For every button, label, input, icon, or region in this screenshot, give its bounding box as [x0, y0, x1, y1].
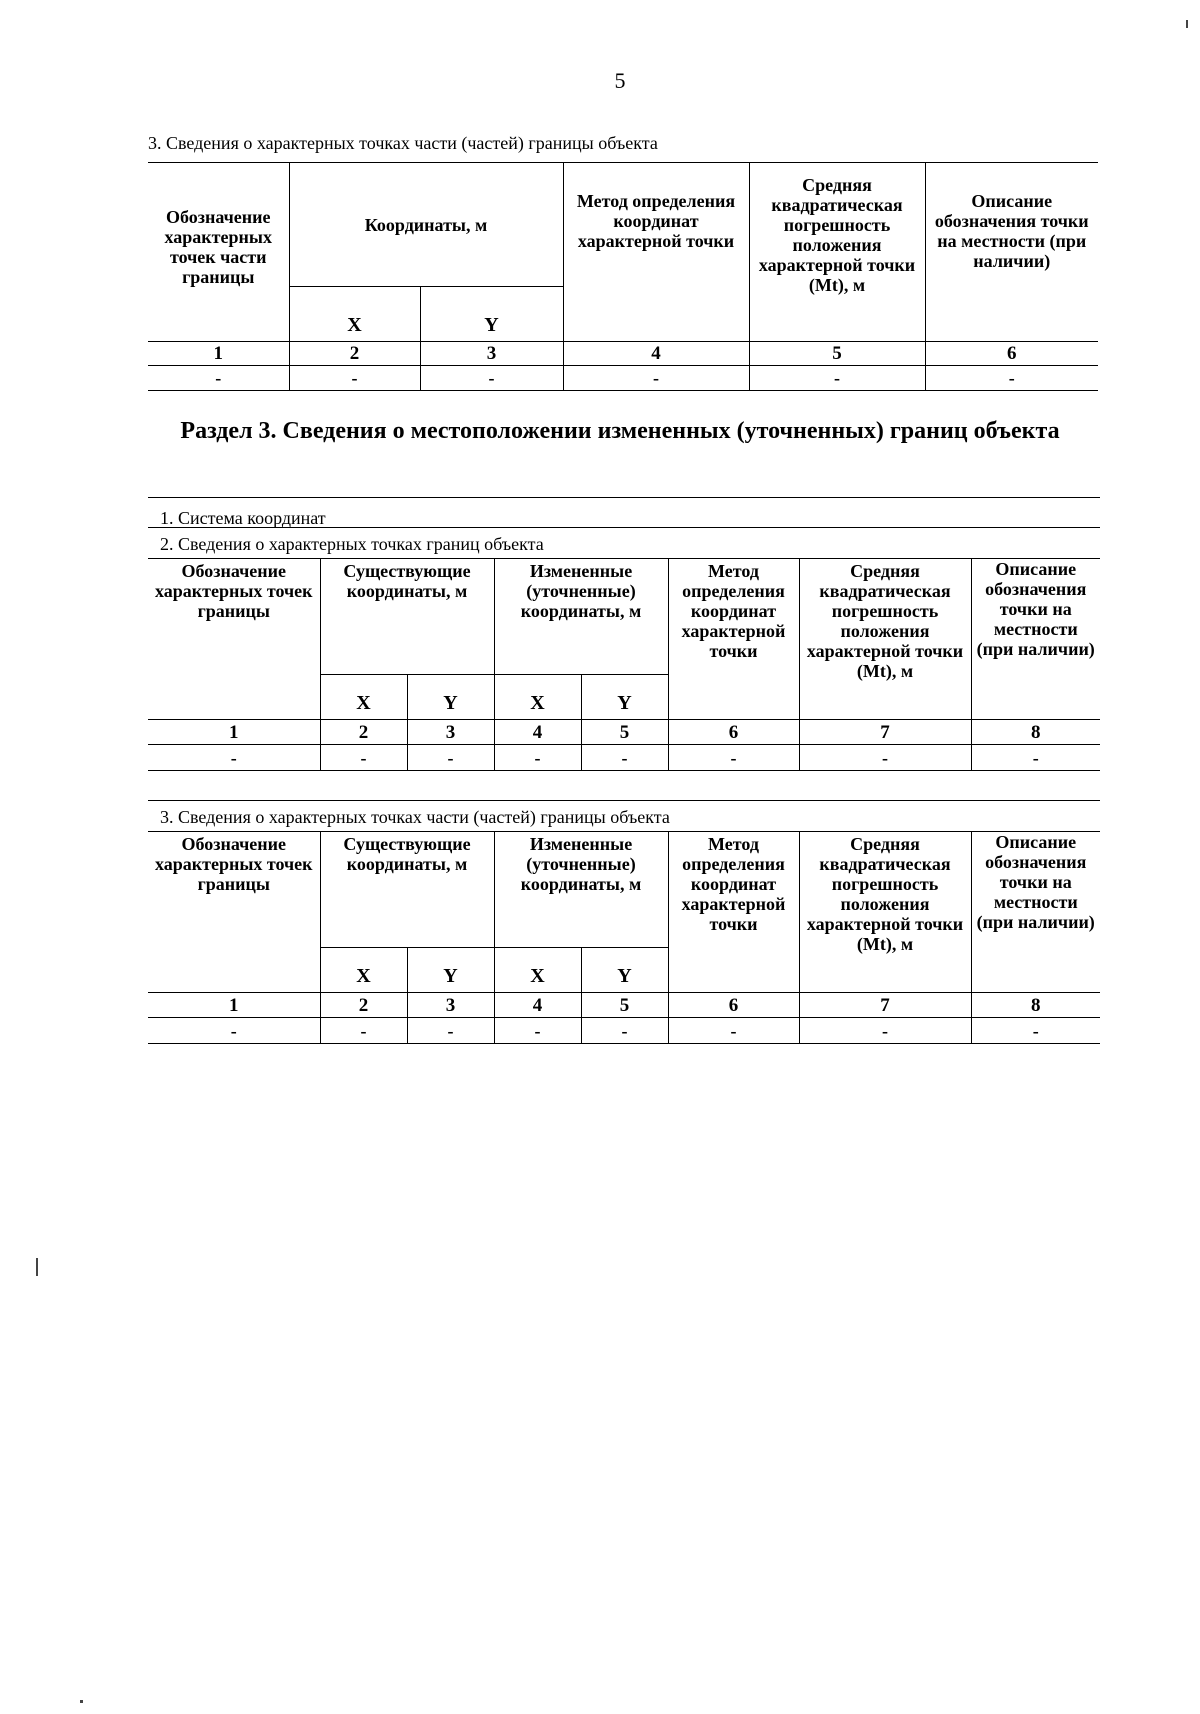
table-row: [148, 1018, 1100, 1044]
header-changed-x: X: [494, 948, 581, 993]
column-number: 6: [668, 993, 799, 1018]
table-cell: -: [420, 366, 563, 391]
table-cell: -: [407, 1018, 494, 1044]
header-coordinates: Координаты, м: [289, 163, 563, 287]
header-y: Y: [420, 287, 563, 342]
column-number: 4: [494, 993, 581, 1018]
header-changed-y: Y: [581, 948, 668, 993]
header-changed-coordinates: Измененные (уточненные) координаты, м: [494, 559, 668, 675]
scan-speck: [80, 1700, 83, 1703]
part-table-caption: 3. Сведения о характерных точках части (частей) границы объекта: [148, 133, 658, 153]
column-number: 5: [749, 342, 925, 366]
column-number: 5: [581, 720, 668, 745]
divider-line: [148, 527, 1100, 528]
page-number: 5: [614, 68, 626, 93]
table-cell: -: [749, 366, 925, 391]
column-number: 1: [148, 993, 320, 1018]
table-cell: -: [668, 1018, 799, 1044]
table-cell: -: [563, 366, 749, 391]
column-number: 2: [289, 342, 420, 366]
table-cell: -: [799, 745, 971, 771]
table-row: [148, 366, 1098, 391]
column-number: 8: [971, 720, 1100, 745]
column-number: 8: [971, 993, 1100, 1018]
header-description: Описание обозначения точки на местности (при наличии): [971, 559, 1100, 720]
header-error: Средняя квадратическая погрешность положения характерной точки (Mt), м: [799, 832, 971, 993]
header-existing-x: X: [320, 948, 407, 993]
scan-speck: [1186, 20, 1188, 28]
column-number: 7: [799, 720, 971, 745]
table-cell: -: [925, 366, 1098, 391]
table-cell: -: [581, 1018, 668, 1044]
table-cell: -: [668, 745, 799, 771]
divider-line: [148, 800, 1100, 801]
table-cell: -: [799, 1018, 971, 1044]
header-changed-x: X: [494, 675, 581, 720]
header-existing-y: Y: [407, 948, 494, 993]
table-cell: -: [407, 745, 494, 771]
header-point-designation: Обозначение характерных точек границы: [148, 559, 320, 720]
column-number: 7: [799, 993, 971, 1018]
table-cell: -: [581, 745, 668, 771]
changed-part-table-caption: 3. Сведения о характерных точках части (частей) границы объекта: [160, 807, 670, 827]
table-cell: -: [494, 745, 581, 771]
header-error: Средняя квадратическая погрешность положения характерной точки (Mt), м: [799, 559, 971, 720]
boundary-table-caption: 2. Сведения о характерных точках границ объекта: [160, 534, 544, 554]
header-method: Метод определения координат характерной точки: [668, 832, 799, 993]
table-cell: -: [148, 745, 320, 771]
header-existing-x: X: [320, 675, 407, 720]
header-description: Описание обозначения точки на местности (при наличии): [971, 832, 1100, 993]
header-changed-coordinates: Измененные (уточненные) координаты, м: [494, 832, 668, 948]
header-method: Метод определения координат характерной точки: [668, 559, 799, 720]
column-number: 4: [563, 342, 749, 366]
header-x: X: [289, 287, 420, 342]
header-method: Метод определения координат характерной точки: [563, 163, 749, 342]
table-cell: -: [320, 745, 407, 771]
column-number: 5: [581, 993, 668, 1018]
table-cell: -: [148, 366, 289, 391]
column-number: 3: [420, 342, 563, 366]
scan-speck: [36, 1258, 38, 1276]
column-number: 3: [407, 993, 494, 1018]
changed-part-boundary-points-table: [148, 831, 1100, 1044]
header-existing-coordinates: Существующие координаты, м: [320, 559, 494, 675]
column-number: 6: [925, 342, 1098, 366]
changed-boundary-points-table: [148, 558, 1100, 771]
header-description: Описание обозначения точки на местности (при наличии): [925, 163, 1098, 342]
table-cell: -: [148, 1018, 320, 1044]
column-number: 1: [148, 720, 320, 745]
column-number: 6: [668, 720, 799, 745]
table-cell: -: [289, 366, 420, 391]
table-cell: -: [494, 1018, 581, 1044]
header-point-designation: Обозначение характерных точек границы: [148, 832, 320, 993]
table-cell: -: [320, 1018, 407, 1044]
header-point-designation: Обозначение характерных точек части границы: [148, 163, 289, 342]
coord-system-label: 1. Система координат: [160, 508, 326, 528]
column-number: 1: [148, 342, 289, 366]
part-boundary-points-table: [148, 162, 1098, 391]
header-error: Средняя квадратическая погрешность положения характерной точки (Mt), м: [749, 163, 925, 342]
column-number: 3: [407, 720, 494, 745]
header-changed-y: Y: [581, 675, 668, 720]
column-number: 2: [320, 720, 407, 745]
section-3-title: Раздел 3. Сведения о местоположении измененных (уточненных) границ объекта: [180, 418, 1060, 444]
table-cell: -: [971, 1018, 1100, 1044]
header-existing-y: Y: [407, 675, 494, 720]
column-number: 4: [494, 720, 581, 745]
column-number: 2: [320, 993, 407, 1018]
header-existing-coordinates: Существующие координаты, м: [320, 832, 494, 948]
divider-line: [148, 497, 1100, 498]
table-row: [148, 745, 1100, 771]
table-cell: -: [971, 745, 1100, 771]
